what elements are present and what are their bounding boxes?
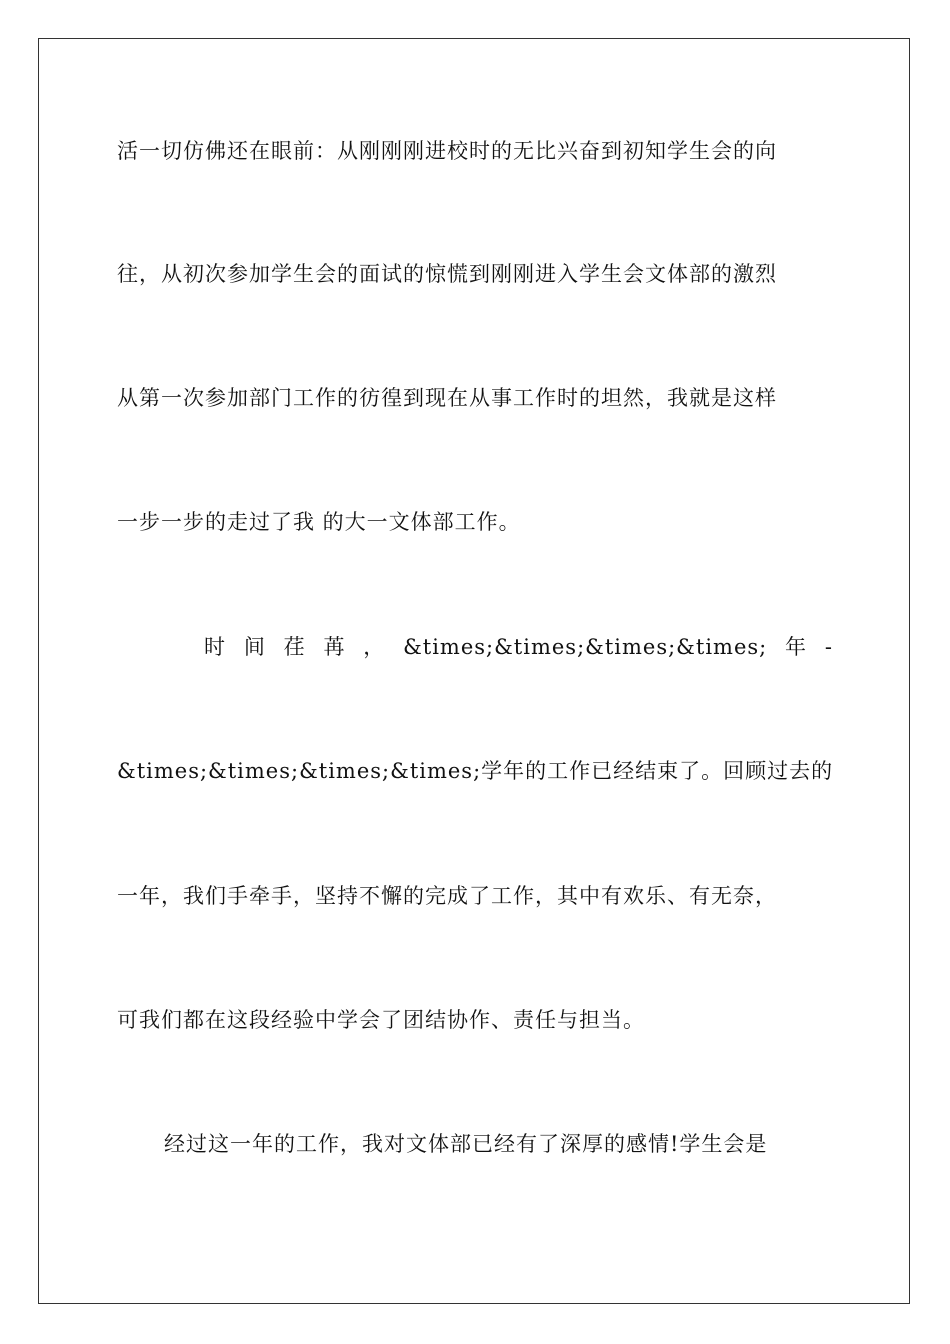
char-ren: 荏 — [283, 635, 306, 659]
text-line-7: 一年，我们手牵手，坚持不懈的完成了工作，其中有欢乐、有无奈， — [117, 884, 777, 908]
text-line-4: 一步一步的走过了我 的大一文体部工作。 — [117, 510, 521, 534]
char-dash: - — [824, 635, 833, 659]
text-line-1: 活一切仿佛还在眼前：从刚刚刚进校时的无比兴奋到初知学生会的向 — [117, 139, 777, 163]
text-line-2: 往，从初次参加学生会的面试的惊慌到刚刚进入学生会文体部的激烈 — [117, 262, 777, 286]
text-line-8: 可我们都在这段经验中学会了团结协作、责任与担当。 — [117, 1008, 645, 1032]
char-jian: 间 — [243, 635, 266, 659]
page-frame — [38, 38, 910, 1304]
text-line-6: &times;&times;&times;&times;学年的工作已经结束了。回顾过去的 — [117, 759, 834, 783]
char-shi: 时 — [204, 635, 226, 659]
char-comma: ， — [363, 635, 386, 659]
char-nian: 年 — [785, 635, 808, 659]
times-entity-text: &times;&times;&times;&times; — [403, 635, 768, 659]
text-line-9-paragraph-start: 经过这一年的工作，我对文体部已经有了深厚的感情!学生会是 — [164, 1132, 768, 1156]
text-line-5-justified — [117, 633, 833, 661]
char-ran: 苒 — [323, 635, 346, 659]
text-line-3: 从第一次参加部门工作的彷徨到现在从事工作时的坦然，我就是这样 — [117, 386, 777, 410]
